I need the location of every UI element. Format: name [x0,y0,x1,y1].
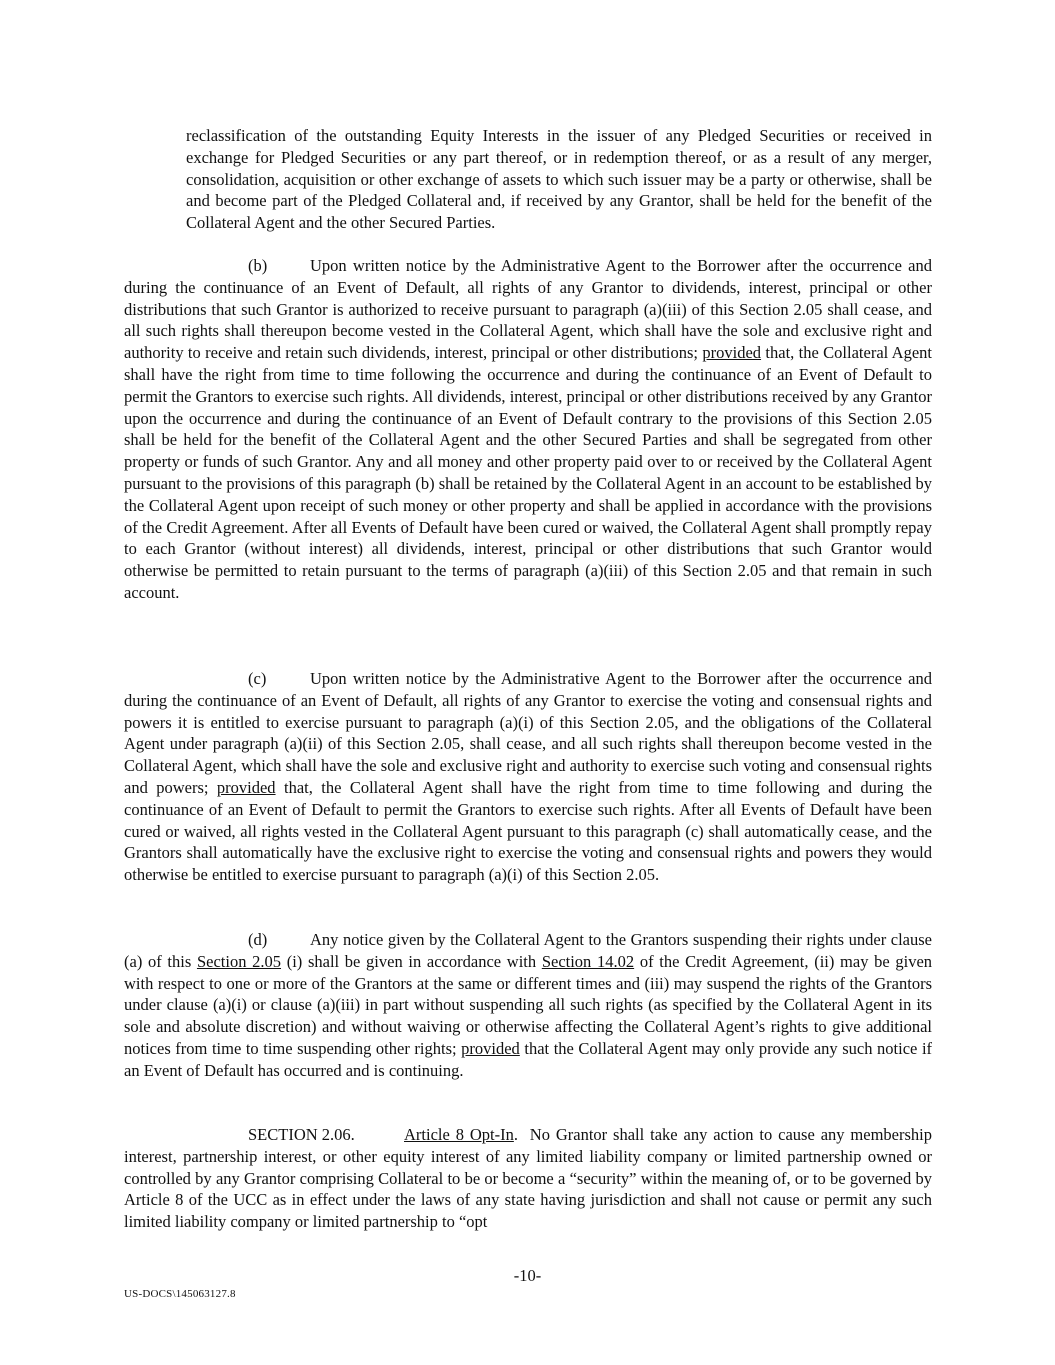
section-2-06-period: . [513,1125,518,1144]
paragraph-d-section-ref: Section 2.05 [196,951,282,971]
continuation-paragraph [186,125,932,234]
paragraph-d-section-ref-2: Section 14.02 [541,951,635,971]
paragraph-c-text-1: Upon written notice by the Administrative Agent to the Borrower after the occurrence and during the continuance of an Event of Default, all rights of any Grantor to exercise the voting and consensual rights and powers it is entitled to exercise pursuant to paragraph (a)(i) of this Section 2.05, and the obligations of the Collateral Agent under paragraph (a)(ii) of this Section 2.05, shall cease, and all such rights shall thereupon become vested in the Collateral Agent, which shall have the sole and exclusive right and authority to exercise such voting and consensual rights and powers; [124,669,932,797]
section-2-06-title: Article 8 Opt-In [404,1125,514,1144]
paragraph-d-text-1: Any notice given by the Collateral Agent to the Grantors suspending their rights under clause (a) of this [124,930,932,971]
paragraph-d-provided: provided [461,1038,520,1058]
document-id: US-DOCS\145063127.8 [124,1288,236,1300]
paragraph-c-label: (c) [248,669,267,688]
paragraph-b [124,255,932,604]
paragraph-b-provided: provided [702,343,762,363]
paragraph-c-provided: provided [216,777,276,797]
continuation-text: reclassification of the outstanding Equity Interests in the issuer of any Pledged Securities or received in exchange for Pledged Securities or any part thereof, or in redemption thereof, or as a result of any merger, consolidation, acquisition or other exchange of assets to which such issuer may be a party or otherwise, shall be and become part of the Pledged Collateral and, if received by any Grantor, shall be held for the benefit of the Collateral Agent and the other Secured Parties. [186,126,932,233]
paragraph-c [124,668,932,886]
paragraph-d-text-4: that the Collateral Agent may only provide any such notice if an Event of Default has occurred and is continuing. [124,1038,933,1080]
section-2-06 [124,1124,932,1233]
paragraph-b-text-1: Upon written notice by the Administrative Agent to the Borrower after the occurrence and during the continuance of an Event of Default, all rights of any Grantor to dividends, interest, principal or other distributions that such Grantor is authorized to receive pursuant to paragraph (a)(iii) of this Section 2.05 shall cease, and all such rights shall thereupon become vested in the Collateral Agent, which shall have the sole and exclusive right and authority to receive and retain such dividends, interest, principal or other distributions; [124,256,932,363]
paragraph-d-text-2: (i) shall be given in accordance with [286,951,537,971]
paragraph-d-text-3: of the Credit Agreement, (ii) may be given with respect to one or more of the Grantors at the same or different times and (iii) may suspend the rights of the Grantors under clause (a)(i) or clause (a)(iii) in part without suspending all such rights (as specified by the Collateral Agent in its sole and absolute discretion) and without waiving or otherwise affecting the Collateral Agent’s rights to give additional notices from time to time suspending other rights; [124,951,933,1058]
paragraph-d [124,929,932,1082]
section-2-06-body: No Grantor shall take any action to cause any membership interest, partnership interest, or other equity interest of any limited liability company or limited partnership owned or controlled by any Grantor comprising Collateral to be or become a “security” within the meaning of, or to be governed by Article 8 of the UCC as in effect under the laws of any state having jurisdiction and shall not cause or permit any such limited liability company or limited partnership to “opt [124,1125,932,1232]
section-2-06-number: SECTION 2.06. [248,1125,355,1144]
paragraph-b-text-2: that, the Collateral Agent shall have the right from time to time following the occurrence and during the continuance of an Event of Default to permit the Grantors to exercise such rights. All dividends, interest, principal or other distributions received by any Grantor upon the occurrence and during the continuance of an Event of Default contrary to the provisions of this Section 2.05 shall be held for the benefit of the Collateral Agent and the other Secured Parties and shall be segregated from other property or funds of such Grantor. Any and all money and other property paid over to or received by the Collateral Agent pursuant to the provisions of this paragraph (b) shall be retained by the Collateral Agent in an account to be established by the Collateral Agent upon receipt of such money or other property and shall be applied in accordance with the provisions of the Credit Agreement. After all Events of Default have been cured or waived, the Collateral Agent shall promptly repay to each Grantor (without interest) all dividends, interest, principal or other distributions that such Grantor would otherwise be permitted to retain pursuant to the terms of paragraph (a)(iii) of this Section 2.05 and that remain in such account. [124,343,933,602]
page-number: -10- [513,1266,542,1285]
paragraph-d-label: (d) [248,930,268,949]
paragraph-c-text-2: that, the Collateral Agent shall have the right from time to time following and during the continuance of an Event of Default to permit the Grantors to exercise such rights. After all Events of Default have been cured or waived, all rights vested in the Collateral Agent pursuant to this paragraph (c) shall automatically cease, and the Grantors shall automatically have the exclusive right to exercise the voting and consensual rights and powers they would otherwise be entitled to exercise pursuant to paragraph (a)(i) of this Section 2.05. [124,777,933,885]
paragraph-b-label: (b) [248,256,268,275]
